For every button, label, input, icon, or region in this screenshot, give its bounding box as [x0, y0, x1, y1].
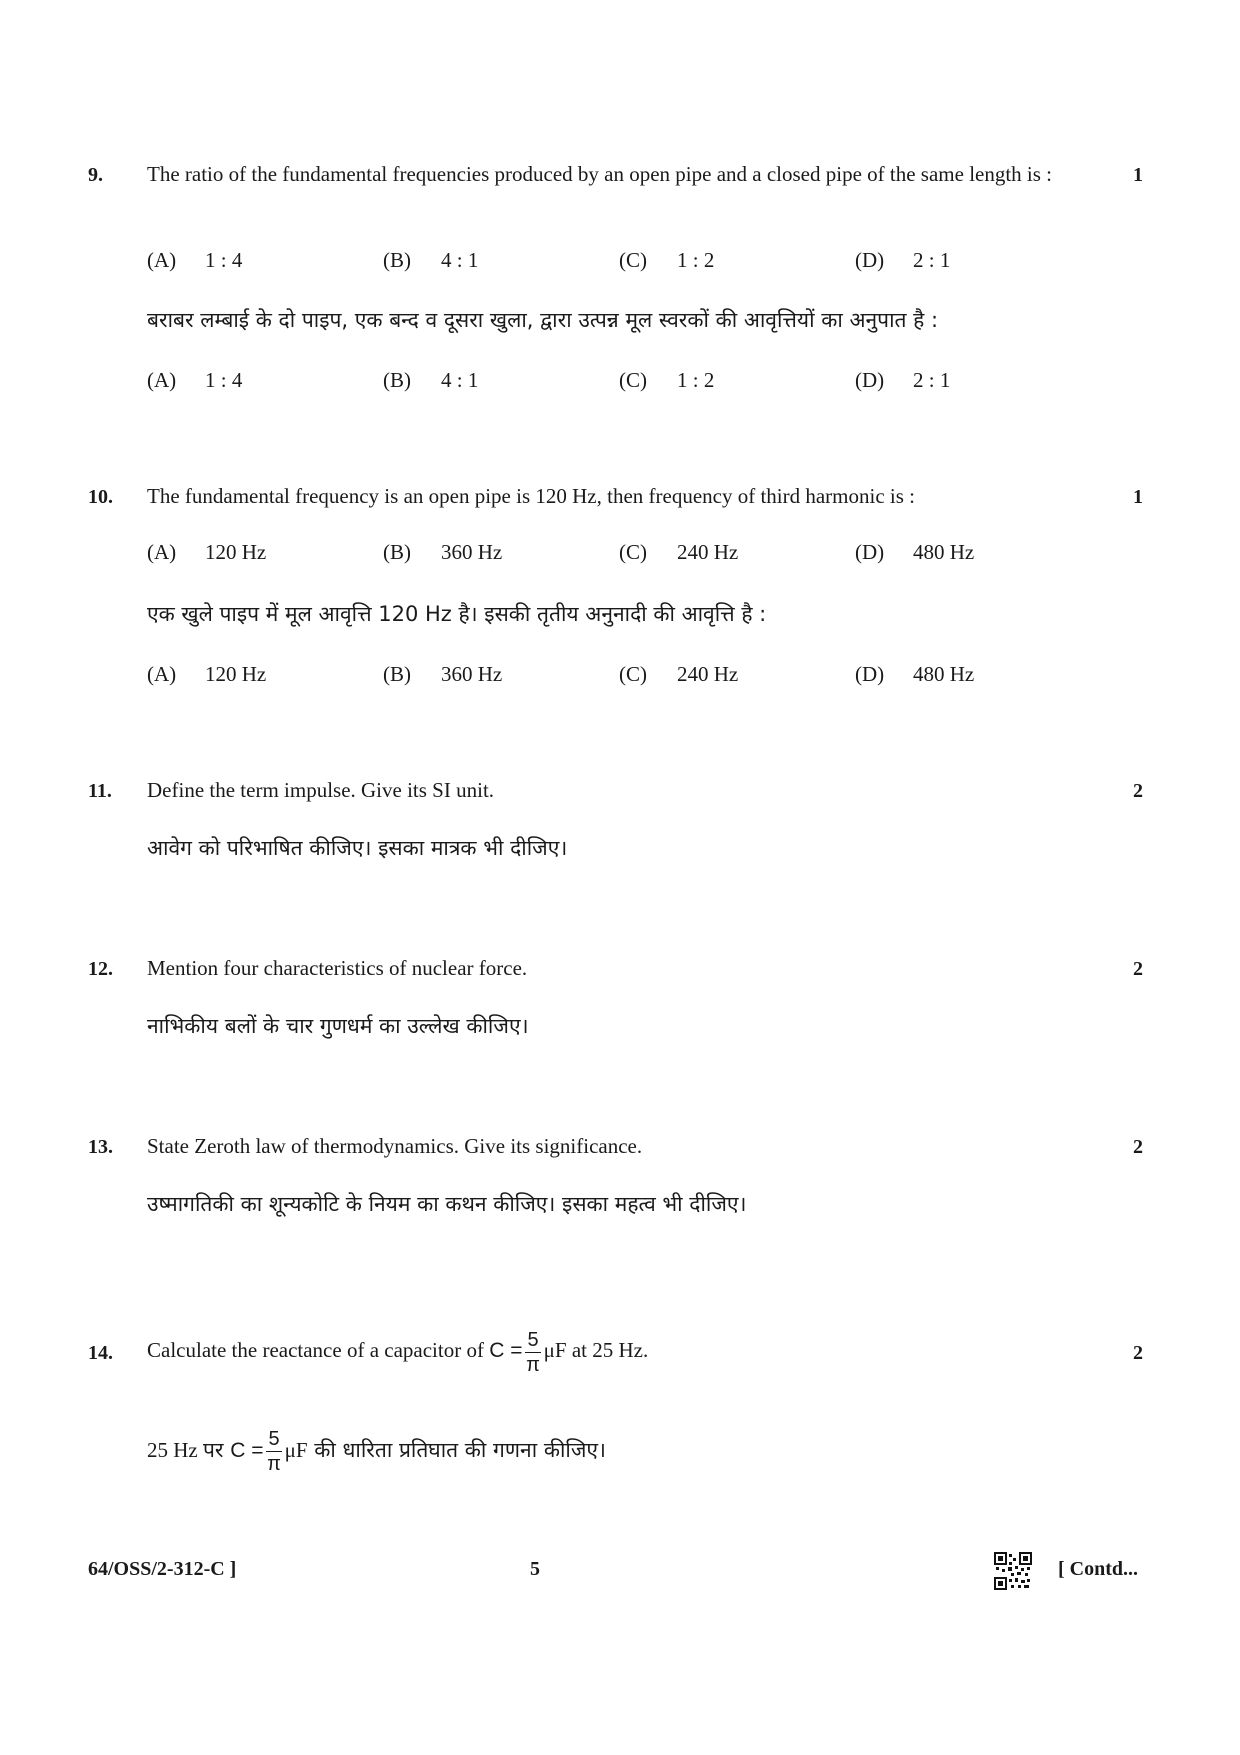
option-label: (B)	[383, 662, 411, 686]
fraction	[266, 1427, 281, 1476]
question-number: 11.	[88, 780, 112, 802]
question-marks: 1	[1133, 486, 1143, 508]
question-marks: 2	[1133, 1342, 1143, 1364]
option-c	[619, 540, 738, 565]
question-text: Mention four characteristics of nuclear force.	[147, 956, 528, 980]
question-text-hindi: एक खुले पाइप में मूल आवृत्ति 120 Hz है। इसकी तृतीय अनुनादी की आवृत्ति है :	[147, 602, 767, 626]
question-marks: 1	[1133, 164, 1143, 186]
qr-code-icon	[994, 1552, 1032, 1590]
option-value: 1 : 4	[205, 368, 243, 392]
fraction	[525, 1328, 540, 1377]
question-text	[147, 1322, 1107, 1379]
option-value: 360 Hz	[441, 662, 503, 686]
question-text-hindi: नाभिकीय बलों के चार गुणधर्म का उल्लेख कीजिए।	[147, 1014, 529, 1038]
option-value: 2 : 1	[913, 368, 951, 392]
option-a	[147, 248, 242, 273]
option-value: 480 Hz	[913, 540, 975, 564]
option-value: 4 : 1	[441, 248, 479, 272]
options-row-hindi	[147, 368, 1107, 398]
option-d	[855, 248, 950, 273]
option-label: (C)	[619, 248, 647, 272]
hindi-text-part: की धारिता प्रतिघात की गणना कीजिए।	[314, 1438, 606, 1462]
option-c	[619, 368, 714, 393]
option-value: 240 Hz	[677, 540, 739, 564]
option-value: 360 Hz	[441, 540, 503, 564]
option-d	[855, 540, 974, 565]
question-number: 14.	[88, 1342, 113, 1364]
option-value: 4 : 1	[441, 368, 479, 392]
option-label: (A)	[147, 662, 177, 686]
option-b	[383, 248, 478, 273]
option-label: (B)	[383, 368, 411, 392]
option-label: (A)	[147, 368, 177, 392]
question-marks: 2	[1133, 780, 1143, 802]
option-c	[619, 662, 738, 687]
option-a	[147, 368, 242, 393]
question-text-hindi: उष्मागतिकी का शून्यकोटि के नियम का कथन कीजिए। इसका महत्व भी दीजिए।	[147, 1192, 747, 1216]
math-unit: μF	[284, 1438, 308, 1462]
fraction-denominator: π	[267, 1452, 281, 1475]
question-number: 12.	[88, 958, 113, 980]
option-label: (D)	[855, 540, 885, 564]
question-number: 10.	[88, 486, 113, 508]
math-unit: μF	[543, 1338, 567, 1362]
paper-code: 64/OSS/2-312-C ]	[88, 1558, 237, 1580]
option-label: (A)	[147, 540, 177, 564]
option-b	[383, 662, 502, 687]
option-value: 120 Hz	[205, 662, 267, 686]
page-footer	[0, 1552, 1240, 1592]
option-a	[147, 540, 266, 565]
question-text: State Zeroth law of thermodynamics. Give its significance.	[147, 1134, 643, 1158]
continued-label: [ Contd...	[1058, 1558, 1139, 1580]
option-label: (A)	[147, 248, 177, 272]
option-value: 480 Hz	[913, 662, 975, 686]
options-row	[147, 540, 1107, 570]
question-text-hindi	[147, 1422, 606, 1479]
option-a	[147, 662, 266, 687]
option-c	[619, 248, 714, 273]
question-text-part: at 25 Hz.	[571, 1338, 649, 1362]
math-lhs: C =	[230, 1439, 264, 1462]
question-text-hindi: बराबर लम्बाई के दो पाइप, एक बन्द व दूसरा खुला, द्वारा उत्पन्न मूल स्वरकों की आवृत्तियों का अनुपात है :	[147, 308, 939, 332]
fraction-numerator: 5	[268, 1427, 280, 1450]
option-label: (B)	[383, 540, 411, 564]
option-label: (C)	[619, 540, 647, 564]
math-lhs: C =	[489, 1339, 523, 1362]
option-d	[855, 368, 950, 393]
option-b	[383, 368, 478, 393]
option-label: (D)	[855, 368, 885, 392]
question-number: 13.	[88, 1136, 113, 1158]
option-label: (D)	[855, 248, 885, 272]
question-text-part: Calculate the reactance of a capacitor of	[147, 1338, 484, 1362]
option-label: (C)	[619, 368, 647, 392]
page-number: 5	[530, 1558, 540, 1580]
question-text: Define the term impulse. Give its SI unit.	[147, 778, 495, 802]
option-label: (B)	[383, 248, 411, 272]
option-value: 1 : 2	[677, 248, 715, 272]
hindi-text-part: 25 Hz पर	[147, 1438, 224, 1462]
option-label: (C)	[619, 662, 647, 686]
question-number: 9.	[88, 164, 103, 186]
question-marks: 2	[1133, 1136, 1143, 1158]
question-text-hindi: आवेग को परिभाषित कीजिए। इसका मात्रक भी दीजिए।	[147, 836, 568, 860]
option-value: 240 Hz	[677, 662, 739, 686]
option-value: 120 Hz	[205, 540, 267, 564]
question-text: The ratio of the fundamental frequencies produced by an open pipe and a closed pipe of the same length is :	[147, 162, 1053, 186]
question-text: The fundamental frequency is an open pipe is 120 Hz, then frequency of third harmonic is :	[147, 484, 916, 508]
question-marks: 2	[1133, 958, 1143, 980]
option-label: (D)	[855, 662, 885, 686]
option-d	[855, 662, 974, 687]
options-row	[147, 248, 1107, 278]
options-row-hindi	[147, 662, 1107, 692]
option-b	[383, 540, 502, 565]
option-value: 2 : 1	[913, 248, 951, 272]
option-value: 1 : 4	[205, 248, 243, 272]
option-value: 1 : 2	[677, 368, 715, 392]
fraction-denominator: π	[526, 1353, 540, 1376]
fraction-numerator: 5	[527, 1328, 539, 1351]
